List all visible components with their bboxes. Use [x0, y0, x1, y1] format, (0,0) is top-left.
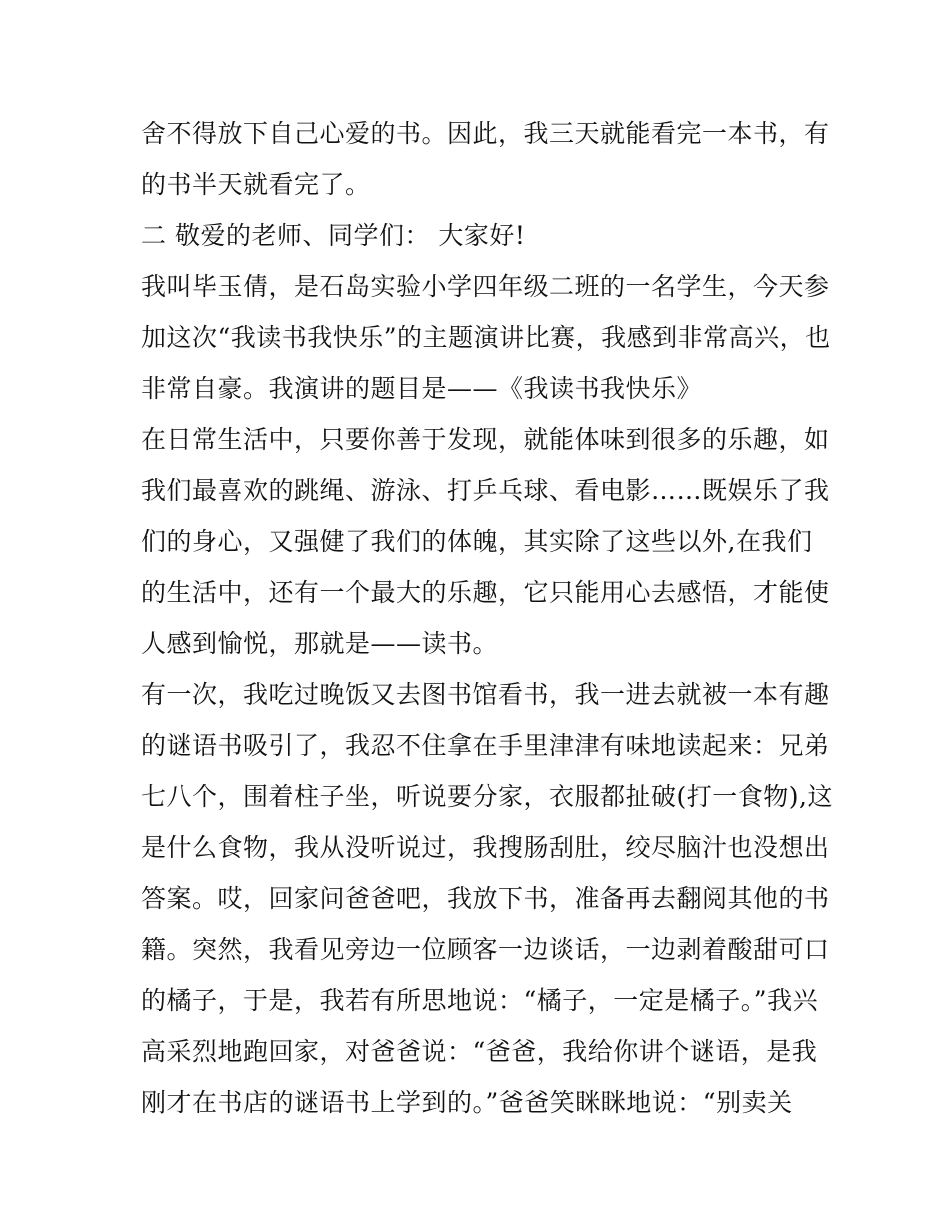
text-line: 刚才在书店的谜语书上学到的。”爸爸笑眯眯地说：“别卖关	[141, 1088, 793, 1117]
section-heading: 二 敬爱的老师、同学们： 大家好!	[141, 221, 526, 250]
text-line: 人感到愉悦，那就是——读书。	[141, 629, 499, 658]
text-line: 加这次“我读书我快乐”的主题演讲比赛，我感到非常高兴，也	[141, 323, 831, 352]
text-line: 我叫毕玉倩，是石岛实验小学四年级二班的一名学生，今天参	[141, 272, 830, 301]
text-line: 七八个，围着柱子坐，听说要分家，衣服都扯破(打一食物),这	[141, 782, 833, 811]
text-line: 的橘子，于是，我若有所思地说：“橘子，一定是橘子。”我兴	[141, 986, 819, 1015]
text-line: 我们最喜欢的跳绳、游泳、打乒乓球、看电影……既娱乐了我	[141, 476, 830, 505]
text-line: 是什么食物，我从没听说过，我搜肠刮肚，绞尽脑汁也没想出	[141, 833, 830, 862]
text-line: 非常自豪。我演讲的题目是——《我读书我快乐》	[141, 374, 703, 403]
text-line: 的谜语书吸引了，我忍不住拿在手里津津有味地读起来：兄弟	[141, 731, 830, 760]
text-line: 高采烈地跑回家，对爸爸说：“爸爸，我给你讲个谜语，是我	[141, 1037, 818, 1066]
text-line: 们的身心，又强健了我们的体魄，其实除了这些以外,在我们	[141, 527, 813, 556]
text-line: 籍。突然，我看见旁边一位顾客一边谈话，一边剥着酸甜可口	[141, 935, 830, 964]
text-line: 有一次，我吃过晚饭又去图书馆看书，我一进去就被一本有趣	[141, 680, 830, 709]
text-line: 舍不得放下自己心爱的书。因此，我三天就能看完一本书，有	[141, 119, 830, 148]
text-line: 在日常生活中，只要你善于发现，就能体味到很多的乐趣，如	[141, 425, 830, 454]
document-body	[141, 108, 833, 1128]
text-line: 的生活中，还有一个最大的乐趣，它只能用心去感悟，才能使	[141, 578, 830, 607]
text-line: 的书半天就看完了。	[141, 170, 371, 199]
text-line: 答案。哎，回家问爸爸吧，我放下书，准备再去翻阅其他的书	[141, 884, 830, 913]
